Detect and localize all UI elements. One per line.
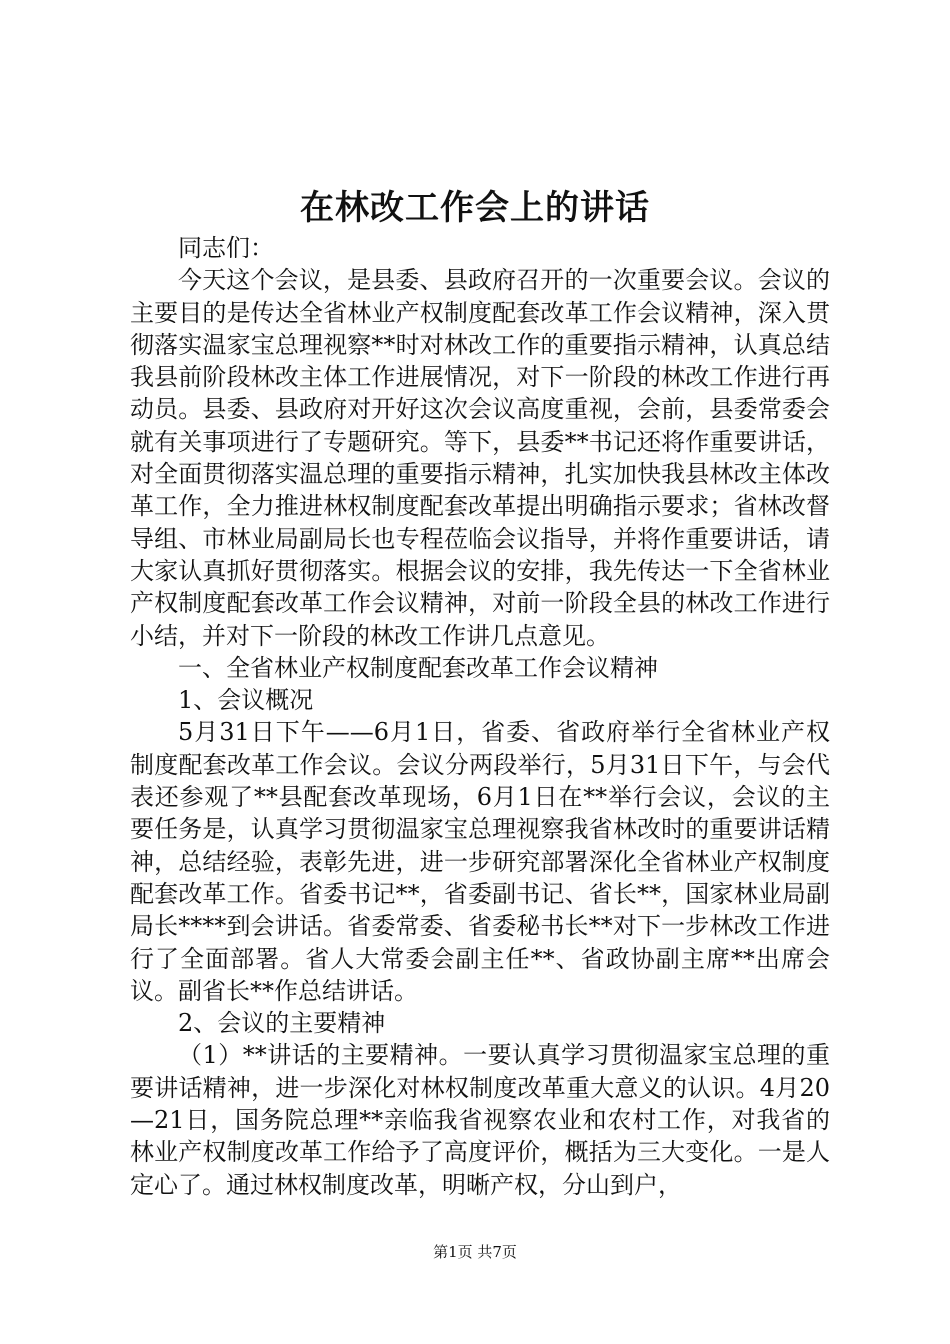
meeting-overview-paragraph: 5月31日下午——6月1日，省委、省政府举行全省林业产权制度配套改革工作会议。会议分两段举行，5月31日下午，与会代表还参观了**县配套改革现场，6月1日在**举行会议，会议的主要任务是，认真学习贯彻温家宝总理视察我省林改时的重要讲话精神，总结经验，表彰先进，进一步研究部署深化全省林业产权制度配套改革工作。省委书记**，省委副书记、省长**，国家林业局副局长****到会讲话。省委常委、省委秘书长**对下一步林改工作进行了全面部署。省人大常委会副主任**、省政协副主席**出席会议。副省长**作总结讲话。 <box>130 718 830 1005</box>
section-heading-1: 一、全省林业产权制度配套改革工作会议精神 <box>178 653 658 682</box>
intro-paragraph: 今天这个会议，是县委、县政府召开的一次重要会议。会议的主要目的是传达全省林业产权制度配套改革工作会议精神，深入贯彻落实温家宝总理视察**时对林改工作的重要指示精神，认真总结我县前阶段林改主体工作进展情况，对下一阶段的林改工作进行再动员。县委、县政府对开好这次会议高度重视，会前，县委常委会就有关事项进行了专题研究。等下，县委**书记还将作重要讲话，对全面贯彻落实温总理的重要指示精神，扎实加快我县林改主体改革工作，全力推进林权制度配套改革提出明确指示要求；省林改督导组、市林业局副局长也专程莅临会议指导，并将作重要讲话，请大家认真抓好贯彻落实。根据会议的安排，我先传达一下全省林业产权制度配套改革工作会议精神，对前一阶段全县的林改工作进行小结，并对下一阶段的林改工作讲几点意见。 <box>130 266 830 650</box>
main-spirit-paragraph: （1）**讲话的主要精神。一要认真学习贯彻温家宝总理的重要讲话精神，进一步深化对林权制度改革重大意义的认识。4月20—21日，国务院总理**亲临我省视察农业和农村工作，对我省的林业产权制度改革工作给予了高度评价，概括为三大变化。一是人定心了。通过林权制度改革，明晰产权，分山到户， <box>130 1041 830 1199</box>
page-footer: 第1页 共7页 <box>433 1243 517 1261</box>
subsection-heading-2: 2、会议的主要精神 <box>178 1009 386 1038</box>
salutation: 同志们： <box>178 234 274 262</box>
subsection-heading-1: 1、会议概况 <box>178 686 314 715</box>
document-title: 在林改工作会上的讲话 <box>300 188 650 228</box>
document-body <box>130 232 830 1201</box>
